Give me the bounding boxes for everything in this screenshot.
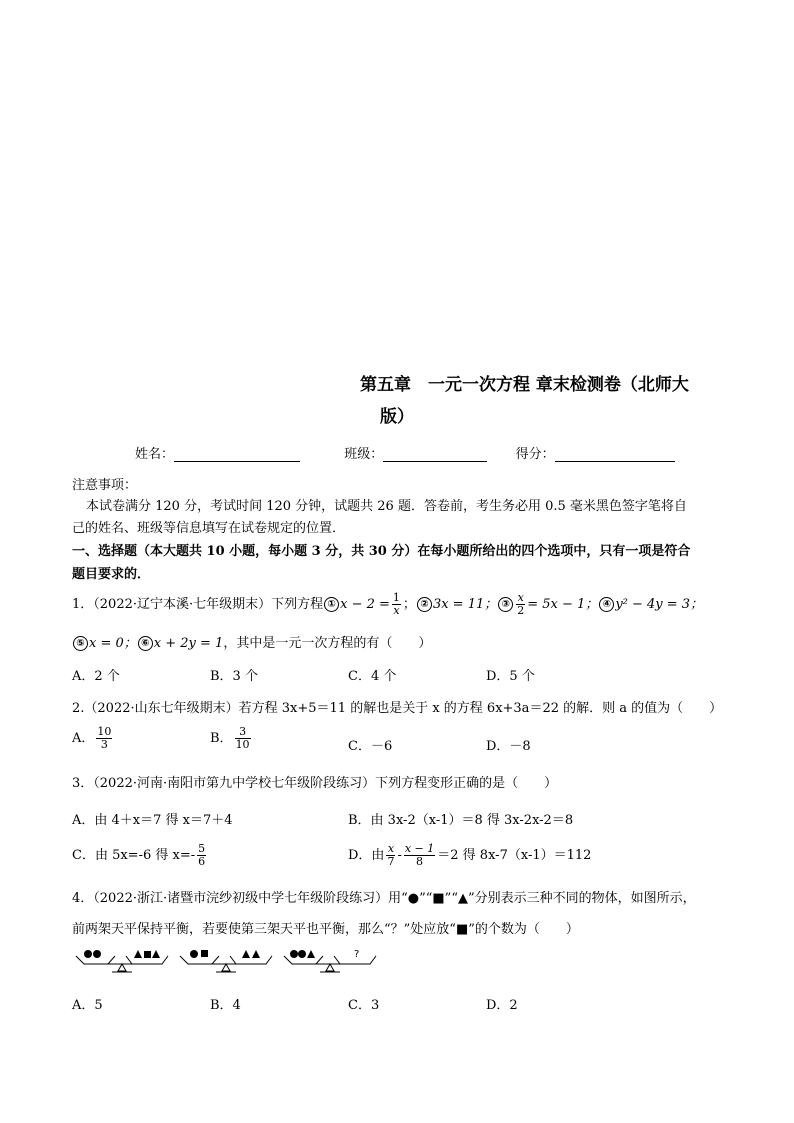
q1-tail: ，其中是一元一次方程的有（ ）: [223, 636, 432, 651]
q1-stem: 1．（2022·辽宁本溪·七年级期末）下列方程: [72, 597, 324, 612]
q1-eq4: y² − 4y = 3；: [615, 597, 704, 612]
ball-icon: [84, 950, 92, 958]
square-icon: [201, 950, 208, 957]
q1-option-b[interactable]: B．3 个: [210, 669, 258, 684]
class-field[interactable]: [383, 449, 487, 462]
q1-option-a[interactable]: A．2 个: [72, 669, 120, 684]
q4-option-c[interactable]: C．3: [348, 998, 380, 1013]
name-field[interactable]: [174, 449, 300, 462]
q2-option-d[interactable]: D．－8: [486, 739, 531, 754]
q4-stem-line2: 前两架天平保持平衡，若要使第三架天平也平衡，那么“？”处应放“■”的个数为（ ）: [72, 922, 579, 937]
balance-figure: [70, 944, 390, 982]
q3-stem: 3．（2022·河南·南阳市第九中学校七年级阶段练习）下列方程变形正确的是（ ）: [72, 776, 558, 791]
circle-5-icon: ⑤: [73, 636, 88, 651]
ball-icon: [93, 950, 101, 958]
q3-c-frac: $\frac{5}{6}$: [198, 842, 206, 868]
class-label: 班级：: [344, 447, 384, 462]
q3-d-frac2: $\frac{x - 1}{8}$: [404, 842, 435, 868]
q2-option-c[interactable]: C．－6: [348, 739, 393, 754]
q1-eq2: 3x = 11；: [432, 597, 498, 612]
q1-line2: [72, 632, 431, 651]
q1-eq3-right: = 5x − 1；: [527, 597, 599, 612]
section1-line2: 题目要求的．: [72, 567, 151, 582]
score-label: 得分：: [515, 447, 555, 462]
q1-eq1-frac: $\frac{1}{x}$: [392, 591, 400, 617]
balance-1: [76, 950, 168, 972]
q1-eq6: x + 2y = 1: [153, 636, 224, 651]
q1-option-d[interactable]: D．5 个: [486, 669, 535, 684]
q4-option-d[interactable]: D．2: [486, 998, 518, 1013]
q2-b-frac: $\frac{3}{10}$: [235, 725, 250, 751]
triangle-icon: [242, 950, 250, 958]
section1-line1: 一、选择题（本大题共 10 小题，每小题 3 分，共 30 分）在每小题所给出的四个选项中，只有一项是符合: [72, 544, 691, 559]
notice-line1: 本试卷满分 120 分，考试时间 120 分钟，试题共 26 题．答卷前，考生务必用 0.5 毫米黑色签字笔将自: [86, 499, 687, 514]
fulcrum-icon: [118, 964, 126, 971]
q4-stem-line1: 4．（2022·浙江·诸暨市浣纱初级中学七年级阶段练习）用“●”“■”“▲”分别表示三种不同的物体，如图所示，: [72, 891, 696, 906]
q2-option-a[interactable]: A． $\frac{10}{3}$: [72, 725, 112, 751]
q1-eq5: x = 0；: [89, 636, 137, 651]
notice-label: 注意事项：: [72, 478, 138, 493]
fulcrum-icon: [326, 964, 334, 971]
ball-icon: [290, 950, 298, 958]
triangle-icon: [307, 950, 315, 958]
q1-option-c[interactable]: C．4 个: [348, 669, 397, 684]
fulcrum-icon: [222, 964, 230, 971]
circle-1-icon: ①: [324, 597, 339, 612]
q1-eq1-left: x − 2 =: [340, 597, 390, 612]
ball-icon: [298, 950, 306, 958]
q2-a-frac: $\frac{10}{3}$: [97, 725, 112, 751]
balance-2: [180, 950, 272, 972]
square-icon: [144, 951, 151, 958]
q3-option-b[interactable]: B．由 3x-2（x-1）＝8 得 3x-2x-2＝8: [348, 813, 574, 828]
triangle-icon: [152, 950, 160, 958]
q1-line1: 1．（2022·辽宁本溪·七年级期末）下列方程 ① x − 2 = $\frac{1}{x}$ ； ② 3x = 11； ③ $\frac{x}{2}$ = 5x − 1； ④ y² − 4y = 3；: [72, 591, 704, 617]
q1-eq3-frac: $\frac{x}{2}$: [517, 591, 525, 617]
q3-d-frac1: $\frac{x}{7}$: [387, 842, 395, 868]
circle-3-icon: ③: [498, 597, 513, 612]
doc-title-line1: 第五章 一元一次方程 章末检测卷（北师大: [360, 375, 689, 395]
circle-4-icon: ④: [599, 597, 614, 612]
circle-6-icon: ⑥: [138, 636, 153, 651]
q3-option-d[interactable]: D．由 $\frac{x}{7}$ - $\frac{x - 1}{8}$ ＝2 得 8x-7（x-1）＝112: [348, 842, 592, 868]
notice-line2: 己的姓名、班级等信息填写在试卷规定的位置．: [72, 521, 346, 536]
circle-2-icon: ②: [417, 597, 432, 612]
q4-option-b[interactable]: B．4: [210, 998, 241, 1013]
q3-option-c[interactable]: C．由 5x=-6 得 x=- $\frac{5}{6}$: [72, 842, 206, 868]
triangle-icon: [252, 950, 260, 958]
ball-icon: [190, 950, 198, 958]
score-field[interactable]: [555, 449, 675, 462]
q2-option-b[interactable]: B． $\frac{3}{10}$: [210, 725, 250, 751]
question-mark-icon: ?: [354, 949, 360, 960]
q4-option-a[interactable]: A．5: [72, 998, 103, 1013]
q3-option-a[interactable]: A．由 4＋x＝7 得 x＝7＋4: [72, 813, 233, 828]
name-label: 姓名：: [135, 447, 175, 462]
triangle-icon: [134, 950, 142, 958]
doc-title-line2: 版）: [380, 407, 414, 427]
info-line: [135, 443, 675, 462]
balance-3: [284, 949, 376, 972]
q2-stem: 2.（2022·山东七年级期末）若方程 3x+5＝11 的解也是关于 x 的方程 6x+3a＝22 的解．则 a 的值为（ ）: [72, 701, 723, 716]
